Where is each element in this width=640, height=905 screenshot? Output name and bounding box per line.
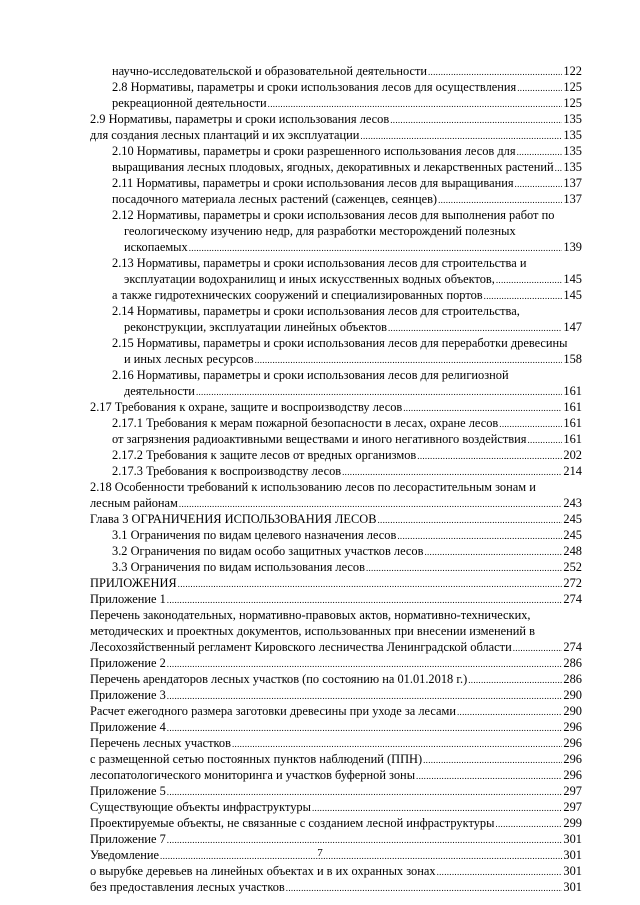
toc-entry[interactable] [90,687,582,703]
toc-entry-page: 297 [563,784,582,798]
toc-entry[interactable] [90,831,582,847]
toc-entry-title: ископаемых [124,240,188,254]
toc-entry-title: а также гидротехнических сооружений и специализированных портов [112,288,483,302]
toc-entry[interactable] [90,783,582,799]
toc-entry[interactable] [90,879,582,895]
toc-entry[interactable] [124,351,582,367]
toc-entry-title: 2.8 Нормативы, параметры и сроки использования лесов для осуществления [112,80,517,94]
toc-entry-page: 135 [563,128,582,142]
toc-entry-page: 274 [563,592,582,606]
toc-entry[interactable] [90,607,582,623]
toc-entry-title: 2.17 Требования к охране, защите и воспроизводству лесов [90,400,403,414]
toc-entry[interactable] [90,735,582,751]
toc-leader-dots [423,752,562,768]
toc-entry-title: без предоставления лесных участков [90,880,285,894]
toc-leader-dots [416,768,562,784]
toc-entry[interactable] [112,255,582,271]
toc-entry[interactable] [90,511,582,527]
toc-leader-dots [167,592,563,608]
toc-entry[interactable] [112,63,582,79]
toc-leader-dots [457,704,562,720]
toc-entry-page: 125 [563,80,582,94]
toc-entry-page: 301 [563,832,582,846]
toc-leader-dots [496,272,563,288]
toc-leader-dots [388,320,562,336]
toc-entry[interactable] [90,655,582,671]
toc-leader-dots [360,128,562,144]
toc-leader-dots [390,112,562,128]
toc-entry[interactable] [90,639,582,655]
toc-entry-page: 161 [563,432,582,446]
toc-entry-title: эксплуатации водохранилищ и иных искусственных водных объектов, [124,272,495,286]
toc-entry[interactable] [90,495,582,511]
toc-leader-dots [312,800,562,816]
toc-entry[interactable] [112,191,582,207]
toc-entry-page: 301 [563,848,582,862]
toc-entry-page: 147 [563,320,582,334]
toc-entry-page: 125 [563,96,582,110]
toc-entry-title: 2.9 Нормативы, параметры и сроки использования лесов [90,112,390,126]
toc-entry[interactable] [124,271,582,287]
toc-entry-title: 2.17.3 Требования к воспроизводству лесов [112,464,342,478]
toc-leader-dots [555,160,563,176]
toc-entry-page: 245 [563,512,582,526]
toc-entry-page: 161 [563,416,582,430]
toc-entry-page: 214 [563,464,582,478]
toc-leader-dots [196,384,562,400]
toc-entry[interactable] [112,159,582,175]
toc-entry-title: Приложение 7 [90,832,166,846]
toc-entry-title: Перечень законодательных, нормативно-правовых актов, нормативно-технических, [90,608,531,622]
toc-entry-title: 2.16 Нормативы, параметры и сроки использования лесов для религиозной [112,368,509,382]
toc-entry-title: 2.12 Нормативы, параметры и сроки использования лесов для выполнения работ по [112,208,555,222]
toc-entry[interactable] [112,527,582,543]
toc-entry-page: 301 [563,880,582,894]
toc-entry-page: 135 [563,112,582,126]
toc-entry-title: от загрязнения радиоактивными веществами и иного негативного воздействия [112,432,527,446]
toc-entry-page: 145 [563,272,582,286]
toc-leader-dots [517,144,563,160]
toc-entry-title: и иных лесных ресурсов [124,352,254,366]
toc-entry-title: Приложение 1 [90,592,166,606]
toc-entry-page: 299 [563,816,582,830]
toc-leader-dots [513,640,563,656]
toc-leader-dots [268,96,563,112]
toc-entry-title: посадочного материала лесных растений (саженцев, сеянцев) [112,192,438,206]
toc-entry[interactable] [124,383,582,399]
toc-entry-page: 137 [563,192,582,206]
toc-entry-title: 2.18 Особенности требований к использованию лесов по лесорастительным зонам и [90,480,536,494]
toc-leader-dots [286,880,563,896]
toc-leader-dots [377,512,562,528]
toc-entry[interactable] [124,239,582,255]
toc-entry[interactable] [124,319,582,335]
toc-entry[interactable] [112,543,582,559]
toc-entry-page: 296 [563,768,582,782]
toc-entry-title: 3.1 Ограничения по видам целевого назначения лесов [112,528,397,542]
toc-entry[interactable] [90,751,582,767]
toc-entry[interactable] [90,671,582,687]
toc-entry-title: 2.11 Нормативы, параметры и сроки использования лесов для выращивания [112,176,514,190]
toc-entry-title: геологическому изучению недр, для разработки месторождений полезных [124,224,516,238]
toc-leader-dots [424,544,562,560]
toc-entry-title: Приложение 4 [90,720,166,734]
toc-leader-dots [366,560,562,576]
toc-leader-dots [484,288,563,304]
toc-entry-title: Приложение 3 [90,688,166,702]
toc-entry-page: 135 [563,160,582,174]
toc-entry-title: Приложение 2 [90,656,166,670]
toc-leader-dots [428,64,562,80]
toc-entry-page: 245 [563,528,582,542]
toc-entry-page: 202 [563,448,582,462]
toc-entry-page: 297 [563,800,582,814]
toc-entry-title: деятельности [124,384,195,398]
toc-entry-title: 2.14 Нормативы, параметры и сроки использования лесов для строительства, [112,304,520,318]
toc-entry-page: 290 [563,704,582,718]
toc-entry[interactable] [112,95,582,111]
toc-entry-title: лесопатологического мониторинга и участков буферной зоны [90,768,416,782]
toc-entry[interactable] [112,447,582,463]
toc-leader-dots [179,496,563,512]
toc-entry[interactable] [90,863,582,879]
toc-entry-title: Существующие объекты инфраструктуры [90,800,311,814]
toc-leader-dots [403,400,562,416]
toc-entry-page: 158 [563,352,582,366]
toc-leader-dots [417,448,562,464]
toc-entry-title: рекреационной деятельности [112,96,267,110]
toc-entry-page: 243 [563,496,582,510]
toc-leader-dots [495,816,562,832]
toc-entry-title: 3.3 Ограничения по видам использования лесов [112,560,365,574]
toc-entry-page: 161 [563,384,582,398]
toc-entry-page: 252 [563,560,582,574]
toc-entry[interactable] [90,767,582,783]
toc-entry-title: Лесохозяйственный регламент Кировского лесничества Ленинградской области [90,640,512,654]
toc-entry-page: 139 [563,240,582,254]
toc-entry-title: выращивания лесных плодовых, ягодных, декоративных и лекарственных растений [112,160,554,174]
toc-entry-page: 161 [563,400,582,414]
toc-entry[interactable] [90,815,582,831]
toc-entry-title: 2.13 Нормативы, параметры и сроки использования лесов для строительства и [112,256,527,270]
toc-entry-page: 301 [563,864,582,878]
toc-entry[interactable] [112,415,582,431]
toc-entry-title: 2.17.2 Требования к защите лесов от вредных организмов [112,448,417,462]
toc-entry[interactable] [112,175,582,191]
toc-entry-page: 296 [563,736,582,750]
toc-entry[interactable] [112,431,582,447]
toc-leader-dots [528,432,563,448]
toc-entry[interactable] [90,719,582,735]
toc-entry-title: Глава 3 ОГРАНИЧЕНИЯ ИСПОЛЬЗОВАНИЯ ЛЕСОВ [90,512,377,526]
toc-entry-title: 2.15 Нормативы, параметры и сроки использования лесов для переработки древесины [112,336,568,350]
toc-leader-dots [397,528,562,544]
toc-leader-dots [438,192,562,208]
toc-leader-dots [515,176,563,192]
toc-leader-dots [499,416,562,432]
toc-entry-page: 137 [563,176,582,190]
toc-entry-title: Перечень лесных участков [90,736,231,750]
toc-entry-title: Расчет ежегодного размера заготовки древесины при уходе за лесами [90,704,456,718]
toc-entry[interactable] [90,591,582,607]
toc-leader-dots [167,784,563,800]
toc-entry-title: научно-исследовательской и образовательной деятельности [112,64,427,78]
toc-entry[interactable] [112,463,582,479]
toc-leader-dots [167,656,563,672]
toc-entry-title: о вырубке деревьев на линейных объектах и в их охранных зонах [90,864,436,878]
toc-entry-title: Проектируемые объекты, не связанные с созданием лесной инфраструктуры [90,816,495,830]
toc-entry-page: 290 [563,688,582,702]
toc-entry-title: 3.2 Ограничения по видам особо защитных участков лесов [112,544,424,558]
toc-entry[interactable] [90,127,582,143]
toc-entry[interactable] [112,79,582,95]
toc-entry[interactable] [90,703,582,719]
toc-entry[interactable] [90,479,582,495]
toc-entry[interactable] [112,287,582,303]
toc-entry-page: 296 [563,720,582,734]
toc-entry-title: с размещенной сетью постоянных пунктов наблюдений (ППН) [90,752,423,766]
toc-leader-dots [232,736,562,752]
toc-entry[interactable] [124,223,582,239]
toc-entry[interactable] [112,367,582,383]
toc-leader-dots [255,352,563,368]
toc-entry-page: 145 [563,288,582,302]
page-number: 7 [317,847,323,859]
toc-entry[interactable] [112,207,582,223]
toc-leader-dots [517,80,562,96]
toc-entry-title: Приложение 5 [90,784,166,798]
toc-entry[interactable] [90,623,582,639]
toc-entry-title: для создания лесных плантаций и их эксплуатации [90,128,360,142]
toc-entry-title: Уведомление [90,848,160,862]
toc-entry-page: 286 [563,672,582,686]
toc-entry[interactable] [112,559,582,575]
toc-entry-page: 286 [563,656,582,670]
toc-leader-dots [437,864,563,880]
toc-entry-title: лесным районам [90,496,178,510]
toc-entry-title: Перечень арендаторов лесных участков (по состоянию на 01.01.2018 г.) [90,672,468,686]
toc-entry[interactable] [112,335,582,351]
toc-leader-dots [167,720,563,736]
toc-leader-dots [189,240,563,256]
toc-entry-page: 122 [563,64,582,78]
toc-leader-dots [178,576,563,592]
toc-entry[interactable] [112,303,582,319]
toc-entry[interactable] [112,143,582,159]
toc-entry-title: 2.10 Нормативы, параметры и сроки разрешенного использования лесов для [112,144,516,158]
toc-leader-dots [167,688,563,704]
toc-entry-page: 274 [563,640,582,654]
toc-leader-dots [167,832,563,848]
toc-entry[interactable] [90,799,582,815]
toc-entry-page: 135 [563,144,582,158]
toc-entry-title: ПРИЛОЖЕНИЯ [90,576,177,590]
toc-leader-dots [468,672,562,688]
toc-entry[interactable] [90,399,582,415]
toc-entry-title: реконструкции, эксплуатации линейных объектов [124,320,387,334]
toc-leader-dots [342,464,562,480]
toc-entry-title: 2.17.1 Требования к мерам пожарной безопасности в лесах, охране лесов [112,416,499,430]
toc-entry[interactable] [90,575,582,591]
toc-entry-title: методических и проектных документов, использованных при внесении изменений в [90,624,535,638]
toc-entry[interactable] [90,111,582,127]
toc-entry-page: 296 [563,752,582,766]
toc-entry-page: 248 [563,544,582,558]
toc-entry-page: 272 [563,576,582,590]
